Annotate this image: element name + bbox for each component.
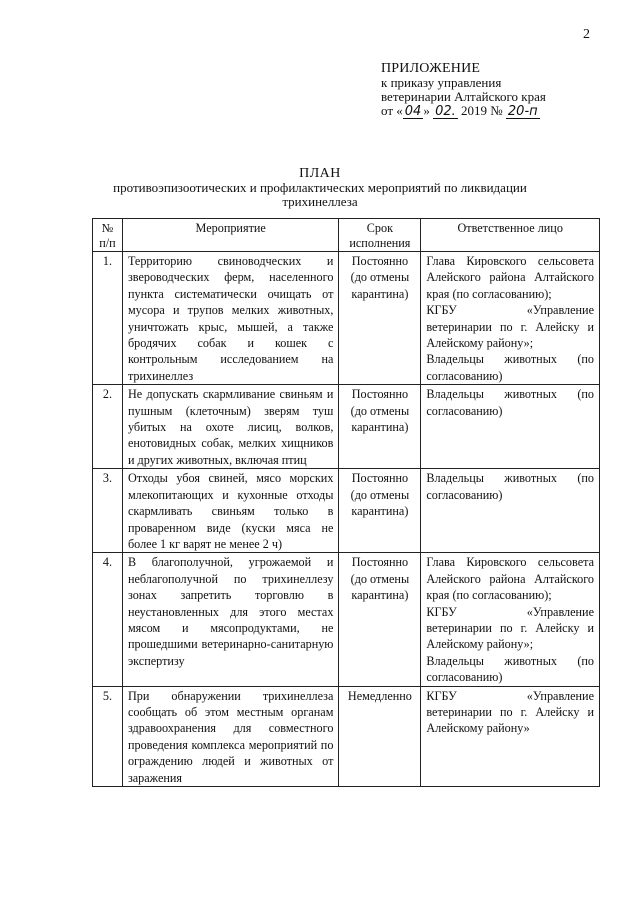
- table-row: [93, 553, 600, 686]
- date-prefix: от «: [381, 103, 403, 118]
- row-number: 5.: [93, 686, 123, 786]
- header-num: № п/п: [93, 219, 123, 252]
- table-header-row: [93, 219, 600, 252]
- annex-line-1: к приказу управления: [381, 75, 502, 90]
- plan-subtitle-line-1: противоэпизоотических и профилактических мероприятий по ликвидации: [113, 180, 527, 195]
- row-number: 2.: [93, 385, 123, 469]
- plan-subtitle-line-2: трихинеллеза: [282, 194, 358, 209]
- header-responsible: Ответственное лицо: [421, 219, 600, 252]
- row-term: Постоянно (до отмены карантина): [339, 469, 421, 553]
- date-day-close: »: [423, 103, 430, 118]
- row-responsible: Владельцы животных (по согласованию): [421, 469, 600, 553]
- handwritten-order-number: 20-п: [507, 104, 538, 119]
- plan-heading: [0, 167, 640, 209]
- row-term: Постоянно (до отмены карантина): [339, 385, 421, 469]
- row-number: 3.: [93, 469, 123, 553]
- annex-title: ПРИЛОЖЕНИЕ: [381, 61, 481, 76]
- plan-title: ПЛАН: [299, 166, 341, 181]
- page-number: 2: [583, 27, 590, 42]
- row-activity: При обнаружении трихинеллеза сообщать об этом местным органам здравоохранения для совместного проведения комплекса мероприятий по ограждению людей и животных от заражения: [122, 686, 338, 786]
- handwritten-day: 04: [404, 104, 422, 119]
- table-row: [93, 385, 600, 469]
- table-row: [93, 252, 600, 385]
- row-term: Постоянно (до отмены карантина): [339, 252, 421, 385]
- annex-date-line: [381, 104, 546, 119]
- annex-block: [381, 62, 546, 119]
- row-responsible: Владельцы животных (по согласованию): [421, 385, 600, 469]
- row-activity: Территорию свиноводческих и звероводческих ферм, населенного пункта систематически очищать от мусора и трупов мелких животных, уничтожать крыс, мышей, а также бродячих собак и кошек с контрольным исследованием на трихинеллез: [122, 252, 338, 385]
- header-activity: Мероприятие: [122, 219, 338, 252]
- row-activity: В благополучной, угрожаемой и неблагополучной по трихинеллезу зонах запретить торговлю в неустановленных для этого местах мясом и мясопродуктами, не прошедшими ветеринарно-санитарную экспертизу: [122, 553, 338, 686]
- row-responsible: Глава Кировского сельсовета Алейского района Алтайского края (по согласованию); КГБУ «Управление ветеринарии по г. Алейску и Алейскому району»; Владельцы животных (по согласованию): [421, 553, 600, 686]
- row-number: 4.: [93, 553, 123, 686]
- table-row: [93, 469, 600, 553]
- row-responsible: Глава Кировского сельсовета Алейского района Алтайского края (по согласованию); КГБУ «Управление ветеринарии по г. Алейску и Алейскому району»; Владельцы животных (по согласованию): [421, 252, 600, 385]
- row-activity: Не допускать скармливание свиньям и пушным (клеточным) зверям туш убитых на охоте лисиц, волков, енотовидных собак, мелких хищников и других животных, включая птиц: [122, 385, 338, 469]
- row-term: Немедленно: [339, 686, 421, 786]
- date-year: 2019 №: [461, 103, 503, 118]
- annex-line-2: ветеринарии Алтайского края: [381, 89, 546, 104]
- header-term: Срок исполнения: [339, 219, 421, 252]
- handwritten-month: 02.: [435, 104, 456, 119]
- row-term: Постоянно (до отмены карантина): [339, 553, 421, 686]
- row-activity: Отходы убоя свиней, мясо морских млекопитающих и кухонные отходы скармливать свиньям только в проваренном виде (куски мяса не более 1 кг варят не менее 2 ч): [122, 469, 338, 553]
- row-responsible: КГБУ «Управление ветеринарии по г. Алейску и Алейскому району»: [421, 686, 600, 786]
- table-row: [93, 686, 600, 786]
- row-number: 1.: [93, 252, 123, 385]
- plan-table: [92, 218, 600, 787]
